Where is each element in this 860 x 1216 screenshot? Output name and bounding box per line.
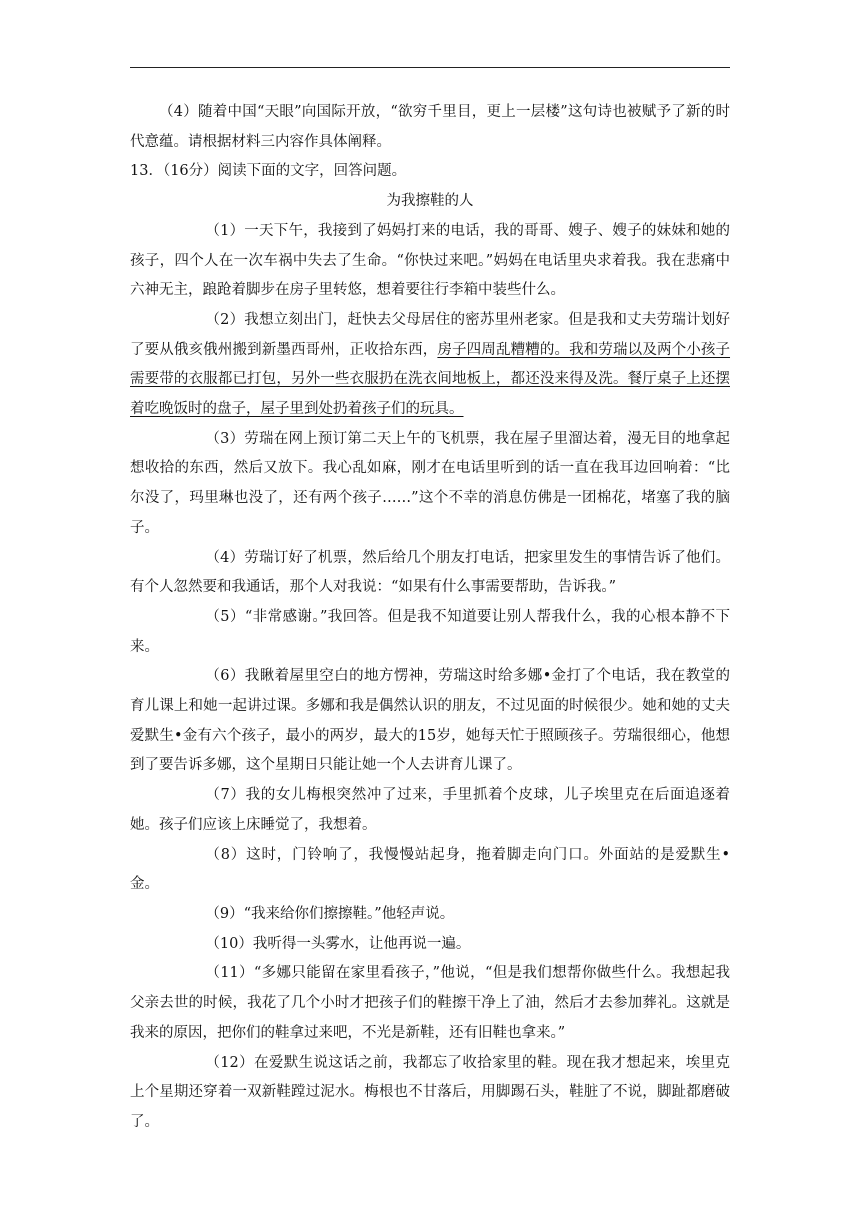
header-rule (130, 67, 730, 68)
question-12-part-4: （4）随着中国“天眼”向国际开放，“欲穷千里目，更上一层楼”这句诗也被赋予了新的时代意蕴。请根据材料三内容作具体阐释。 (130, 104, 730, 150)
article-paragraph-5: （5）“非常感谢。”我回答。但是我不知道要让别人帮我什么，我的心根本静不下来。 (130, 608, 730, 655)
question-instruction: 阅读下面的文字，回答问题。 (217, 163, 407, 180)
article-paragraph-6: （6）我瞅着屋里空白的地方愣神，劳瑞这时给多娜•金打了个电话，我在教堂的育儿课上和她一起讲过课。多娜和我是偶然认识的朋友，不过见面的时候很少。她和她的丈夫爱默生•金有六个孩子，最小的两岁，最大的15岁，她每天忙于照顾孩子。劳瑞很细心，他想到了要告诉多娜，这个星期日只能让她一个人去讲育儿课了。 (130, 668, 730, 774)
article-paragraph-11: （11）“多娜只能留在家里看孩子，”他说，“但是我们想帮你做些什么。我想起我父亲去世的时候，我花了几个小时才把孩子们的鞋擦干净上了油，然后才去参加葬礼。这就是我来的原因，把你们的鞋拿过来吧，不光是新鞋，还有旧鞋也拿来。” (130, 965, 730, 1041)
question-13-header (130, 157, 730, 187)
article-paragraph-3: （3）劳瑞在网上预订第二天上午的飞机票，我在屋子里溜达着，漫无目的地拿起想收拾的东西，然后又放下。我心乱如麻，刚才在电话里听到的话一直在我耳边回响着：“比尔没了，玛里琳也没了，还有两个孩子……”这个不幸的消息仿佛是一团棉花，堵塞了我的脑子。 (130, 430, 730, 536)
article-paragraph-9: （9）“我来给你们擦擦鞋。”他轻声说。 (205, 905, 455, 922)
underlined-passage: 房子四周乱糟糟的。我和劳瑞以及两个小孩子需要带的衣服都已打包，另外一些衣服扔在洗衣间地板上，都还没来得及洗。餐厅桌子上还摆着吃晚饭时的盘子，屋子里到处扔着孩子们的玩具。 (130, 341, 731, 418)
article-paragraph-2 (130, 306, 730, 425)
article-paragraph-4: （4）劳瑞订好了机票，然后给几个朋友打电话，把家里发生的事情告诉了他们。有个人忽然要和我通话，那个人对我说：“如果有什么事需要帮助，告诉我。” (130, 549, 730, 596)
article-paragraph-7: （7）我的女儿梅根突然冲了过来，手里抓着个皮球，儿子埃里克在后面追逐着她。孩子们应该上床睡觉了，我想着。 (130, 787, 730, 833)
article-paragraph-1: （1）一天下午，我接到了妈妈打来的电话，我的哥哥、嫂子、嫂子的妹妹和她的孩子，四个人在一次车祸中失去了生命。“你快过来吧。”妈妈在电话里央求着我。我在悲痛中六神无主，踉跄着脚步在房子里转悠，想着要往行李箱中装些什么。 (130, 222, 730, 299)
article-paragraph-8: （8）这时，门铃响了，我慢慢站起身，拖着脚走向门口。外面站的是爱默生•金。 (130, 846, 730, 893)
article-paragraph-10: （10）我听得一头雾水，让他再说一遍。 (205, 935, 471, 952)
article-title: 为我擦鞋的人 (386, 193, 474, 210)
article-paragraph-12: （12）在爱默生说这话之前，我都忘了收拾家里的鞋。现在我才想起来，埃里克上个星期还穿着一双新鞋蹚过泥水。梅根也不甘落后，用脚踢石头，鞋脏了不说，脚趾都磨破了。 (130, 1054, 730, 1130)
document-body (130, 98, 730, 1138)
paragraph-2-text: （2）我想立刻出门，赶快去父母居住的密苏里州老家。但是我和丈夫劳瑞计划好了要从俄亥俄州搬到新墨西哥州，正收拾东西， (130, 311, 730, 358)
question-score: （16分） (162, 163, 218, 180)
question-number: 13． (130, 163, 163, 180)
